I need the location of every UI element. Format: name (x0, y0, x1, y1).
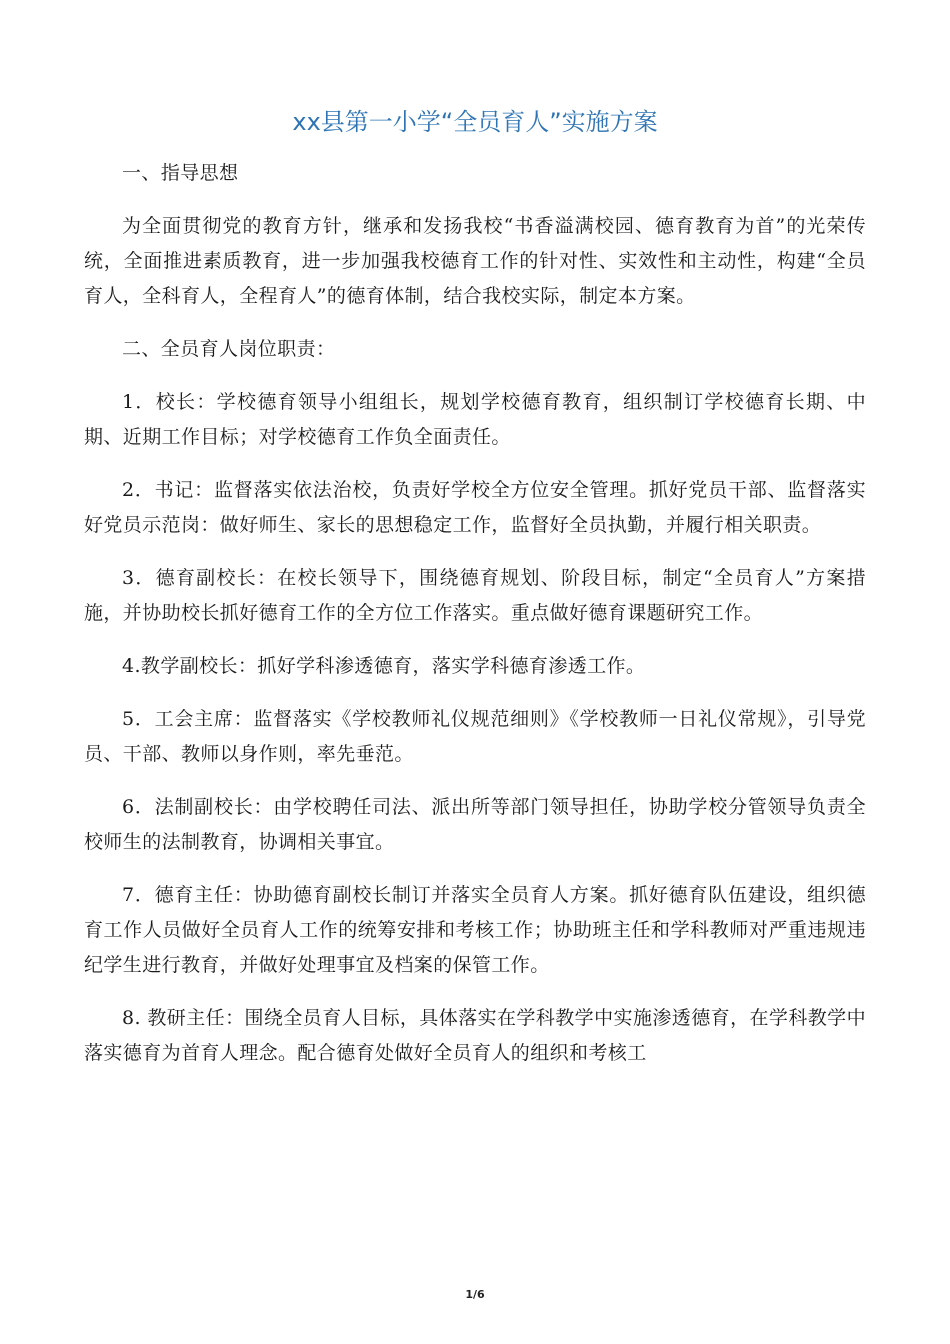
paragraph-teaching-vice-principal: 4.教学副校长：抓好学科渗透德育，落实学科德育渗透工作。 (122, 655, 646, 677)
paragraph-legal-vice-principal: 6．法制副校长：由学校聘任司法、派出所等部门领导担任，协助学校分管领导负责全校师生的法制教育，协调相关事宜。 (84, 796, 866, 853)
section-heading-guiding-ideology: 一、指导思想 (122, 162, 239, 184)
paragraph-guiding-ideology: 为全面贯彻党的教育方针，继承和发扬我校“书香溢满校园、德育教育为首”的光荣传统，全面推进素质教育，进一步加强我校德育工作的针对性、实效性和主动性，构建“全员育人，全科育人，全程育人”的德育体制，结合我校实际，制定本方案。 (84, 215, 866, 307)
section-heading-responsibilities: 二、全员育人岗位职责： (122, 338, 336, 360)
paragraph-union-chair: 5．工会主席：监督落实《学校教师礼仪规范细则》《学校教师一日礼仪常规》，引导党员、干部、教师以身作则，率先垂范。 (84, 708, 866, 765)
paragraph-secretary: 2．书记：监督落实依法治校，负责好学校全方位安全管理。抓好党员干部、监督落实好党员示范岗：做好师生、家长的思想稳定工作，监督好全员执勤，并履行相关职责。 (84, 479, 866, 536)
page-number: 1/6 (465, 1288, 485, 1301)
paragraph-research-director: 8. 教研主任：围绕全员育人目标，具体落实在学科教学中实施渗透德育，在学科教学中落实德育为首育人理念。配合德育处做好全员育人的组织和考核工 (84, 1007, 866, 1064)
document-title: xx县第一小学“全员育人”实施方案 (292, 108, 658, 136)
paragraph-moral-director: 7．德育主任：协助德育副校长制订并落实全员育人方案。抓好德育队伍建设，组织德育工作人员做好全员育人工作的统筹安排和考核工作；协助班主任和学科教师对严重违规违纪学生进行教育，并做好处理事宜及档案的保管工作。 (84, 884, 866, 976)
document-body (84, 156, 866, 1089)
paragraph-moral-vice-principal: 3．德育副校长：在校长领导下，围绕德育规划、阶段目标，制定“全员育人”方案措施，并协助校长抓好德育工作的全方位工作落实。重点做好德育课题研究工作。 (84, 567, 866, 624)
paragraph-principal: 1．校长：学校德育领导小组组长，规划学校德育教育，组织制订学校德育长期、中期、近期工作目标；对学校德育工作负全面责任。 (84, 391, 866, 448)
